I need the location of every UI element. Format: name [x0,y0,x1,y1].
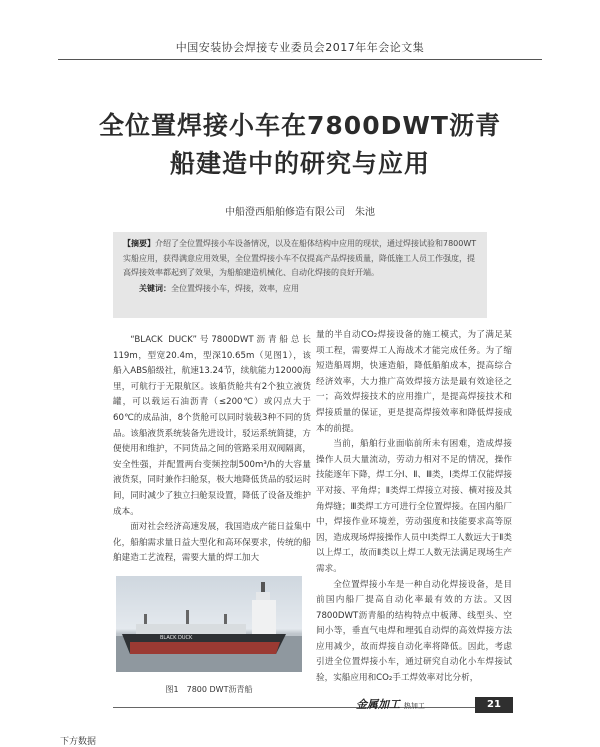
keywords-text: 全位置焊接小车，焊接，效率，应用 [171,283,299,293]
body-paragraph: 量的半自动CO₂焊接设备的施工模式，为了满足某项工程，需要焊工人海战术才能完成任务。为了缩短造船周期，快速造船，降低船舶成本，提高综合经济效率，大力推广高效焊接方法是最有效途径之一；高效焊接技术的应用推广，是提高焊接技术和焊接质量的保证，更是提高焊接效率和降低焊接成本的前提。 [316,330,512,434]
keywords-line [123,282,477,297]
magazine-name: 金属加工 [356,698,400,711]
figure-caption: 图1 7800 DWT沥青船 [165,685,253,694]
header-divider [58,59,542,60]
body-paragraph: 面对社会经济高速发展，我国造成产能日益集中化，船舶需求量日益大型化和高环保要求，传统的船舶建造工艺流程，需要大量的焊工加大 [113,522,311,564]
keywords-label: 关键词： [139,283,171,293]
paper-title-line-2: 船建造中的研究与应用 [169,149,430,178]
abstract-paragraph [123,237,477,281]
abstract-label: 【摘要】 [123,239,155,248]
magazine-sub: 热加工 [403,702,425,710]
bottom-cutoff-text: 下方数据 [60,737,97,747]
footer-divider [113,707,513,708]
ship-photo [116,576,302,672]
body-paragraph: “BLACK DUCK”号7800DWT沥青船总长119m，型宽20.4m，型深10.65m（见图1），该船入ABS船级社，航速13.24节，续航能力12000海里，可航行于无限航区。该船货舱共有2个独立液货罐，可以载运石油沥青（≤200℃）或闪点大于60℃的成品油，8个货舱可以同时装载3种不同的货品。该船液货系统装备先进设计，驳运系统简捷，方便使用和维护，不同货品之间的管路采用双阀隔离，安全性强，并配置两台变频控制500m³/h的大容量液货泵，同时兼作扫舱泵，极大地降低货品的驳运时间，同时减少了独立扫舱泵设置，降低了设备及维护成本。 [113,335,311,517]
magazine-logo [356,696,425,712]
abstract-text: 介绍了全位置焊接小车设备情况，以及在船体结构中应用的现状，通过焊接试验和7800WT实船应用，获得满意应用效果，全位置焊接小车不仅提高产品焊接质量，降低施工人员工作强度，提高焊接效率都起到了效果，为船舶建造机械化、自动化焊接的良好开端。 [123,239,477,277]
ship-illustration [116,576,302,672]
body-column-right [316,328,512,687]
body-column-left [113,333,311,567]
conference-header: 中国安装协会焊接专业委员会2017年年会论文集 [175,41,425,54]
page-number: 21 [475,697,513,713]
paper-title-line-1: 全位置焊接小车在7800DWT沥青 [99,111,501,140]
body-paragraph: 当前，船舶行业面临前所未有困难，造成焊接操作人员大量流动，劳动力相对不足的情况，操作技能逐年下降，焊工分Ⅰ、Ⅱ、Ⅲ类，Ⅰ类焊工仅能焊接平对接、平角焊；Ⅱ类焊工焊接立对接、横对接及其角焊缝；Ⅲ类焊工方可进行全位置焊接。在国内船厂中，焊接作业环境差，劳动强度和技能要求高等原因，造成现场焊接操作人员中Ⅰ类焊工人数远大于Ⅱ类以上焊工，故而Ⅱ类以上焊工人数无法满足现场生产需求。 [316,439,512,574]
body-paragraph: 全位置焊接小车是一种自动化焊接设备，是目前国内船厂提高自动化率最有效的方法。又因7800DWT沥青船的结构特点中板薄、线型头、空间小等，垂直气电焊和埋弧自动焊的高效焊接方法应用减少，故而焊接自动化率将降低。因此，考虑引进全位置焊接小车，通过研究自动化小车焊接试验，实船应用和CO₂手工焊效率对比分析， [316,579,512,684]
hull-name: BLACK DUCK [160,635,193,641]
author-affiliation: 中船澄西船舶修造有限公司 朱池 [225,207,375,218]
abstract-box [113,232,487,318]
